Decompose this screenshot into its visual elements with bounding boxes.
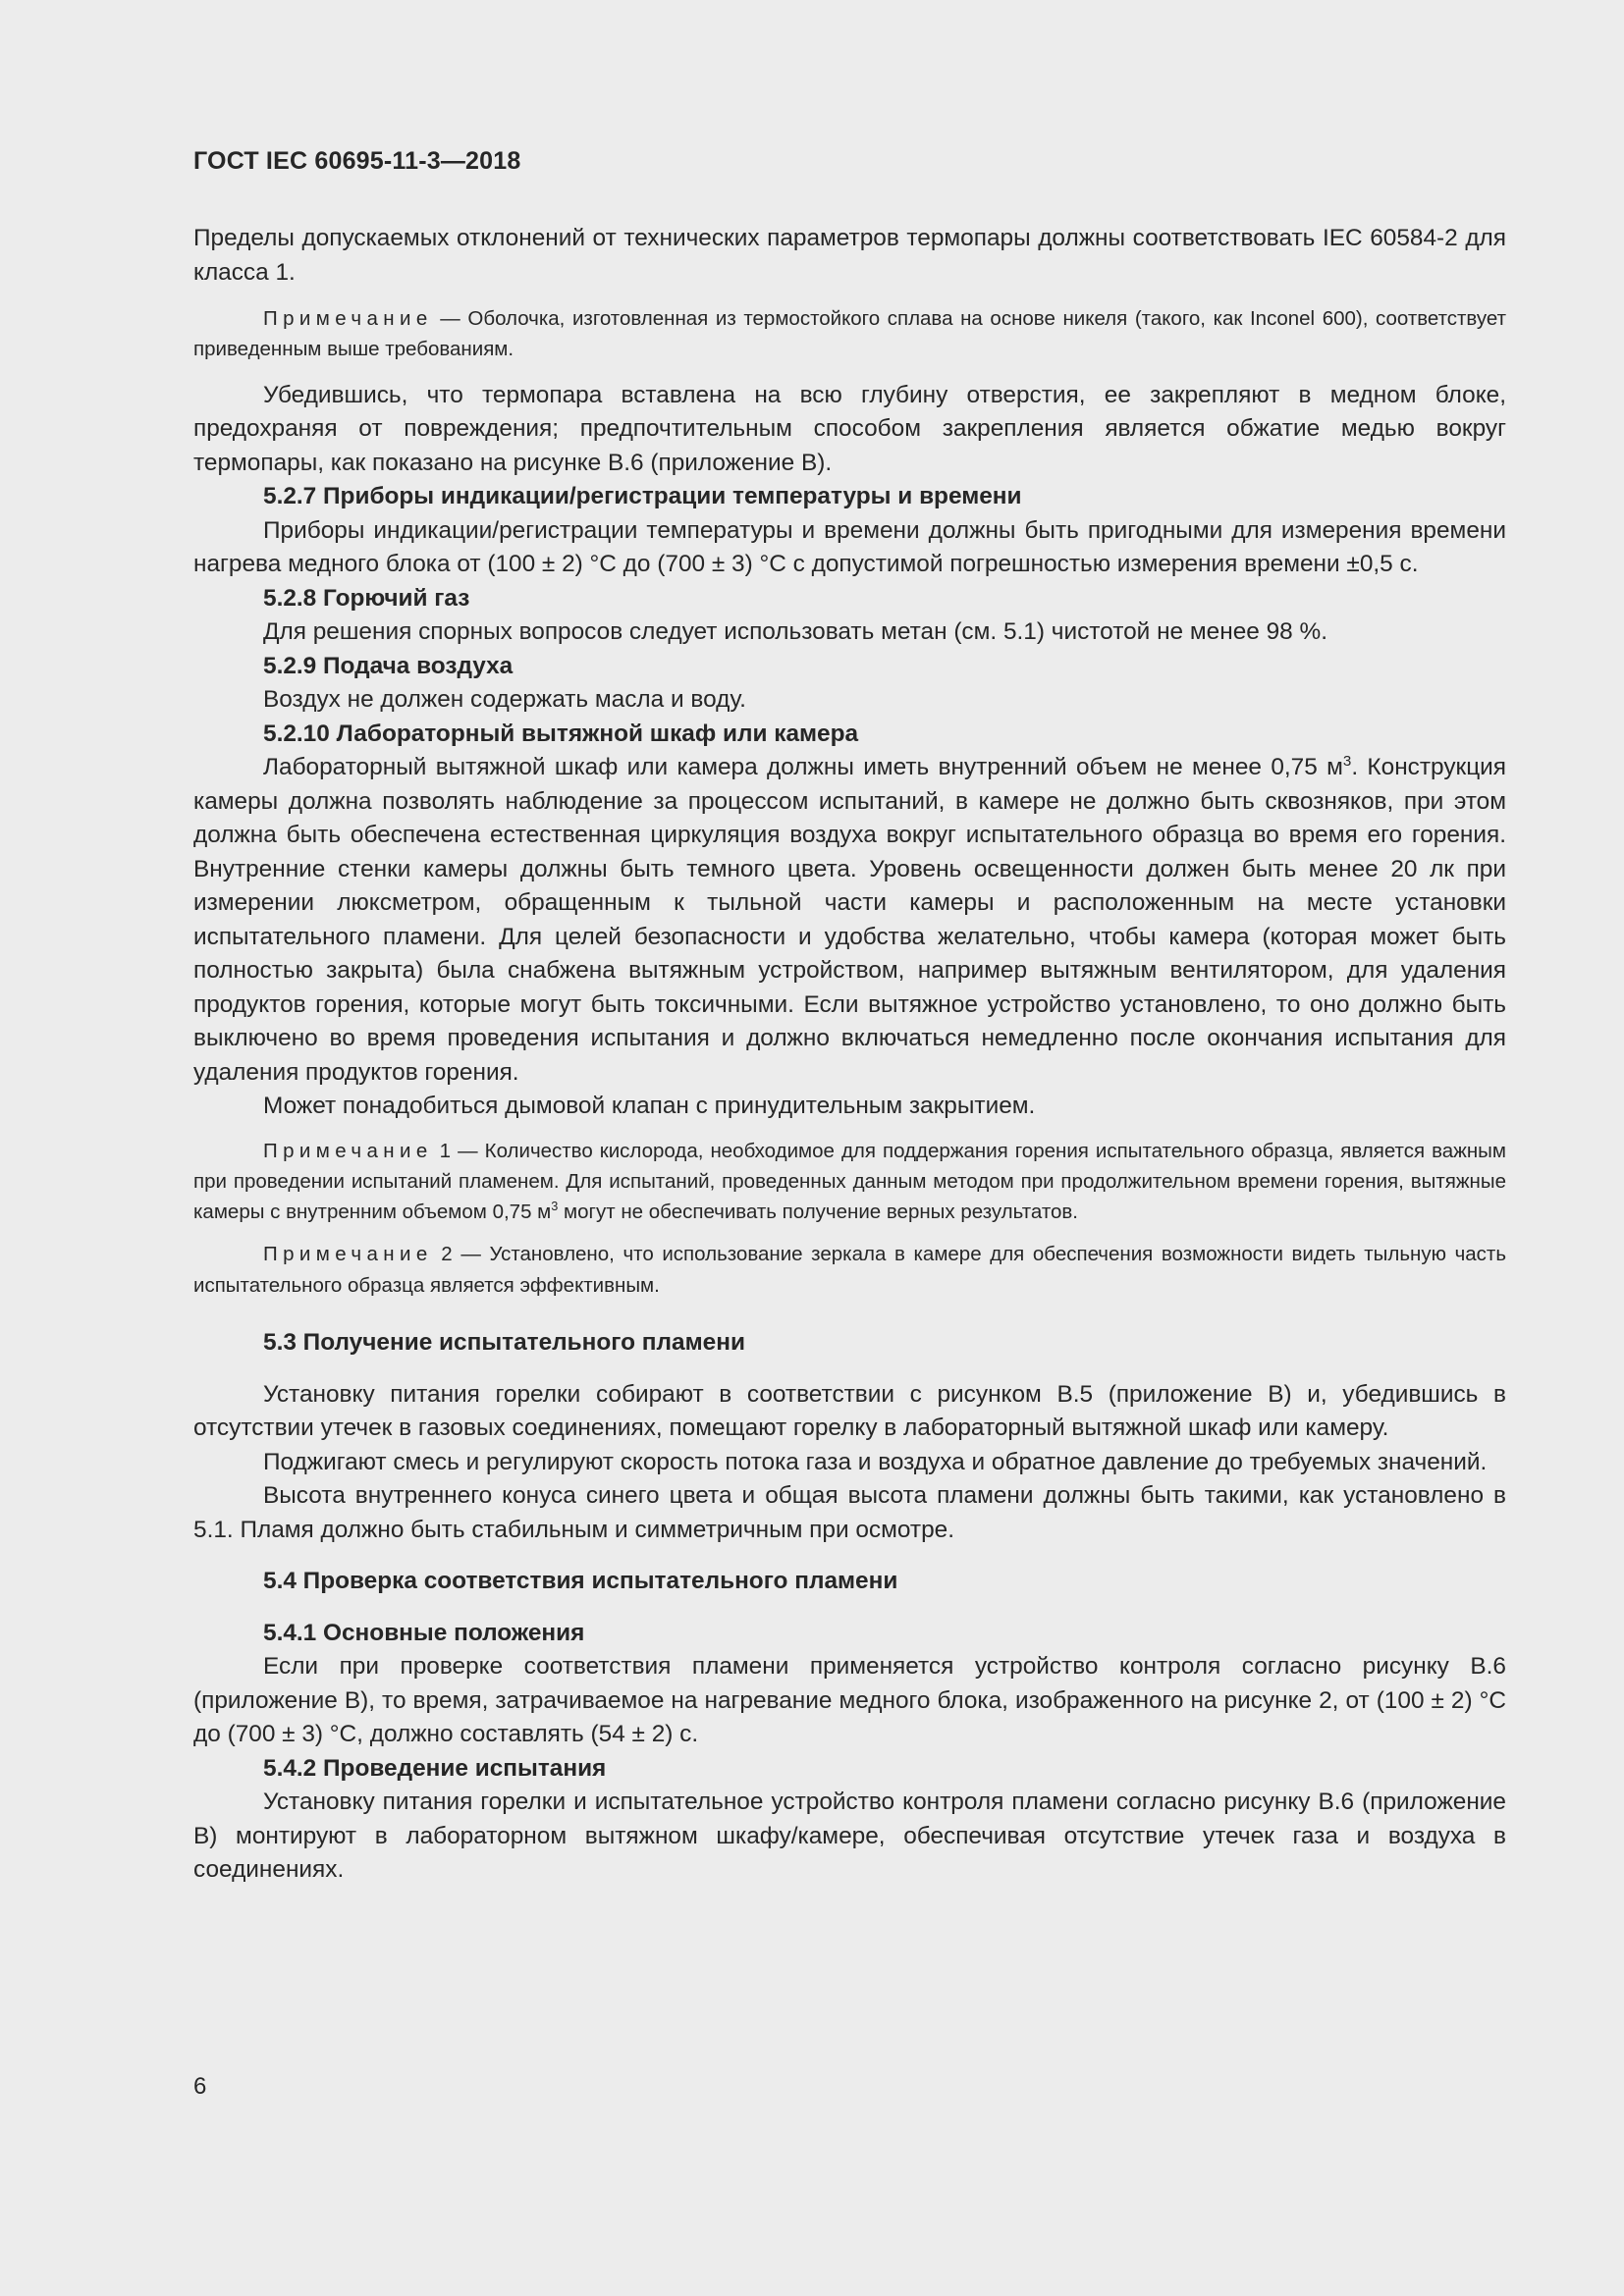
chamber-text-rest: . Конструкция камеры должна позволять наблюдение за процессом испытаний, в камере не должно быть сквозняков, при этом должна быть обеспечена естественная циркуляция воздуха вокруг испытательного образца во время его горения. Внутренние стенки камеры должны быть темного цвета. Уровень освещенности должен быть менее 20 лк при измерении люксметром, обращенным к тыльной части камеры и расположенным на месте установки испытательного пламени. Для целей безопасности и удобства желательно, чтобы камера (которая может быть полностью закрыта) была снабжена вытяжным устройством, например вытяжным вентилятором, для удаления продуктов горения, которые могут быть токсичными. Если вытяжное устройство установлено, то оно должно быть выключено во время проведения испытания и должно включаться немедленно после окончания испытания для удаления продуктов горения. (193, 754, 1507, 1086)
section-heading-5-4: 5.4 Проверка соответствия испытательного пламени (263, 1568, 898, 1595)
paragraph-thermocouple-fixing: Убедившись, что термопара вставлена на всю глубину отверстия, ее закрепляют в медном блоке, предохраняя от повреждения; предпочтительным способом закрепления является обжатие медью вокруг термопары, как показано на рисунке В.6 (приложение В). (193, 381, 1506, 476)
note-label: Примечание (263, 1139, 433, 1162)
section-heading-5-2-10: 5.2.10 Лабораторный вытяжной шкаф или камера (263, 720, 859, 747)
standard-header: ГОСТ IEC 60695-11-3—2018 (193, 147, 521, 175)
chamber-text-start: Лабораторный вытяжной шкаф или камера должны иметь внутренний объем не менее 0,75 м (263, 754, 1343, 781)
paragraph-5-2-10-chamber (193, 751, 1506, 1090)
page-number: 6 (193, 2073, 207, 2100)
paragraph-5-3-flame-height: Высота внутреннего конуса синего цвета и общая высота пламени должны быть такими, как установлено в 5.1. Пламя должно быть стабильным и симметричным при осмотре. (193, 1482, 1506, 1543)
document-body (193, 222, 1506, 1888)
paragraph-5-4-1: Если при проверке соответствия пламени применяется устройство контроля согласно рисунку В.6 (приложение В), то время, затрачиваемое на нагревание медного блока, изображенного на рисунке 2, от (100 ± 2) °С до (700 ± 3) °С, должно составлять (54 ± 2) с. (193, 1653, 1506, 1748)
section-heading-5-4-2: 5.4.2 Проведение испытания (263, 1754, 607, 1782)
note-label: Примечание (263, 307, 433, 330)
note-text-rest: могут не обеспечивать получение верных результатов. (558, 1201, 1078, 1224)
paragraph-5-3-ignite: Поджигают смесь и регулируют скорость потока газа и воздуха и обратное давление до требуемых значений. (263, 1448, 1488, 1475)
paragraph-5-4-2: Установку питания горелки и испытательное устройство контроля пламени согласно рисунку В.6 (приложение В) монтируют в лабораторном вытяжном шкафу/камере, обеспечивая отсутствие утечек газа и воздуха в соединениях. (193, 1789, 1506, 1884)
cubic-superscript: 3 (1342, 752, 1352, 770)
section-heading-5-3: 5.3 Получение испытательного пламени (263, 1329, 745, 1357)
note-number: 1 (432, 1139, 452, 1162)
paragraph-5-3-setup: Установку питания горелки собирают в соответствии с рисунком В.5 (приложение В) и, убедившись в отсутствии утечек в газовых соединениях, помещают горелку в лабораторный вытяжной шкаф или камеру. (193, 1380, 1506, 1442)
paragraph-5-2-7: Приборы индикации/регистрации температуры и времени должны быть пригодными для измерения времени нагрева медного блока от (100 ± 2) °С до (700 ± 3) °С с допустимой погрешностью измерения времени ±0,5 с. (193, 516, 1506, 578)
note-number: 2 (432, 1243, 453, 1266)
paragraph-thermocouple-tolerance: Пределы допускаемых отклонений от технических параметров термопары должны соответствовать IEC 60584-2 для класса 1. (193, 225, 1506, 286)
paragraph-5-2-10-smoke-valve: Может понадобиться дымовой клапан с принудительным закрытием. (263, 1093, 1036, 1120)
note-oxygen (193, 1136, 1506, 1228)
section-heading-5-2-7: 5.2.7 Приборы индикации/регистрации температуры и времени (263, 483, 1022, 510)
cubic-superscript: 3 (551, 1199, 559, 1214)
note-mirror (193, 1239, 1506, 1301)
paragraph-5-2-9: Воздух не должен содержать масла и воду. (263, 686, 746, 714)
section-heading-5-2-8: 5.2.8 Горючий газ (263, 584, 470, 612)
note-inconel (193, 303, 1506, 365)
section-heading-5-2-9: 5.2.9 Подача воздуха (263, 652, 514, 679)
note-text: — Оболочка, изготовленная из термостойкого сплава на основе никеля (такого, как Inconel 600), соответствует приведенным выше требованиям. (193, 307, 1506, 361)
note-label: Примечание (263, 1243, 433, 1266)
section-heading-5-4-1: 5.4.1 Основные положения (263, 1619, 585, 1646)
note-text-start: — Количество кислорода, необходимое для поддержания горения испытательного образца, является важным при проведении испытаний пламенем. Для испытаний, проведенных данным методом при продолжительном времени горения, вытяжные камеры с внутренним объемом 0,75 м (193, 1139, 1506, 1224)
paragraph-5-2-8: Для решения спорных вопросов следует использовать метан (см. 5.1) чистотой не менее 98 %. (263, 618, 1327, 646)
note-text: — Установлено, что использование зеркала в камере для обеспечения возможности видеть тыльную часть испытательного образца является эффективным. (193, 1243, 1506, 1297)
